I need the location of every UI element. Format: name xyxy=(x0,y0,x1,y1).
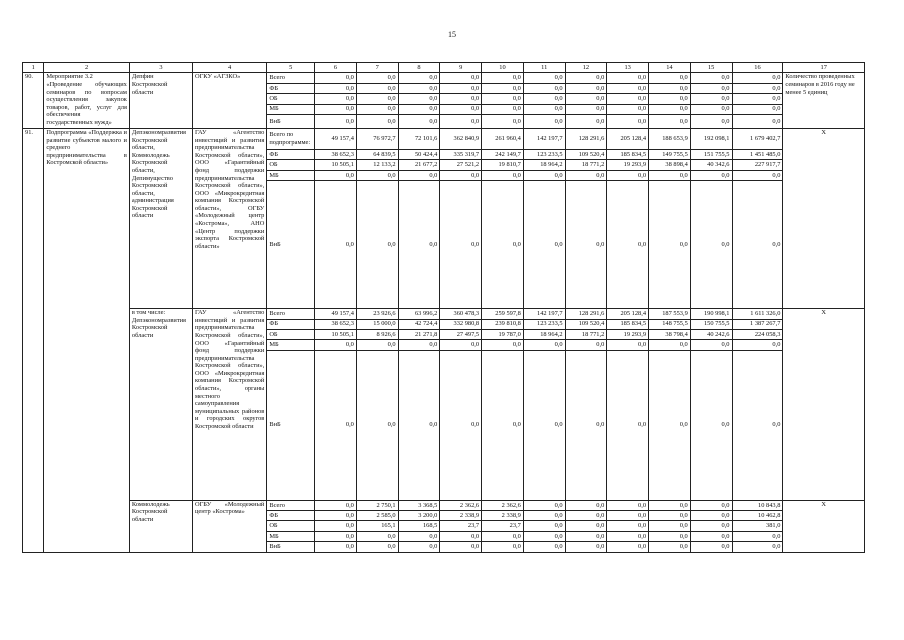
amount-cell: 0,0 xyxy=(649,181,691,309)
amount-cell: 21 271,8 xyxy=(398,329,440,339)
amount-cell: 10 505,1 xyxy=(315,329,357,339)
amount-cell: 0,0 xyxy=(732,350,783,500)
amount-cell: 205 128,4 xyxy=(607,309,649,319)
amount-cell: 0,0 xyxy=(565,521,607,531)
amount-cell: 18 771,2 xyxy=(565,329,607,339)
amount-cell: 142 197,7 xyxy=(523,128,565,149)
amount-cell: 64 839,5 xyxy=(356,149,398,159)
expected-result: X xyxy=(783,309,865,501)
funding-source: ФБ xyxy=(267,319,315,329)
amount-cell: 2 362,6 xyxy=(440,500,482,510)
amount-cell: 0,0 xyxy=(315,83,357,93)
amount-cell: 40 242,6 xyxy=(690,329,732,339)
amount-cell: 0,0 xyxy=(565,94,607,104)
page-number: 15 xyxy=(448,30,456,39)
amount-cell: 0,0 xyxy=(690,500,732,510)
amount-cell: 0,0 xyxy=(607,94,649,104)
amount-cell: 2 585,0 xyxy=(356,511,398,521)
funding-source: МБ xyxy=(267,170,315,180)
amount-cell: 0,0 xyxy=(523,83,565,93)
amount-cell: 12 133,2 xyxy=(356,160,398,170)
amount-cell: 38 652,3 xyxy=(315,149,357,159)
amount-cell: 0,0 xyxy=(732,114,783,128)
funding-source: ФБ xyxy=(267,83,315,93)
funding-source: ФБ xyxy=(267,149,315,159)
amount-cell: 0,0 xyxy=(356,181,398,309)
amount-cell: 0,0 xyxy=(565,83,607,93)
amount-cell: 0,0 xyxy=(482,114,524,128)
amount-cell: 0,0 xyxy=(315,511,357,521)
amount-cell: 0,0 xyxy=(398,114,440,128)
amount-cell: 0,0 xyxy=(523,340,565,350)
amount-cell: 168,5 xyxy=(398,521,440,531)
amount-cell: 0,0 xyxy=(649,94,691,104)
amount-cell: 0,0 xyxy=(523,542,565,552)
amount-cell: 10 462,8 xyxy=(732,511,783,521)
expected-result: X xyxy=(783,500,865,552)
column-number: 10 xyxy=(482,63,524,73)
funding-source: ОБ xyxy=(267,521,315,531)
column-number: 12 xyxy=(565,63,607,73)
column-number: 6 xyxy=(315,63,357,73)
amount-cell: 0,0 xyxy=(482,340,524,350)
amount-cell: 0,0 xyxy=(690,511,732,521)
amount-cell: 0,0 xyxy=(565,73,607,83)
amount-cell: 128 291,6 xyxy=(565,309,607,319)
amount-cell: 362 840,9 xyxy=(440,128,482,149)
row-number: 91. xyxy=(23,128,44,552)
amount-cell: 0,0 xyxy=(398,531,440,541)
amount-cell: 19 293,9 xyxy=(607,329,649,339)
amount-cell: 0,0 xyxy=(356,340,398,350)
amount-cell: 205 128,4 xyxy=(607,128,649,149)
amount-cell: 8 926,6 xyxy=(356,329,398,339)
amount-cell: 123 233,5 xyxy=(523,149,565,159)
amount-cell: 148 755,5 xyxy=(649,319,691,329)
amount-cell: 0,0 xyxy=(356,542,398,552)
amount-cell: 0,0 xyxy=(732,170,783,180)
amount-cell: 0,0 xyxy=(649,542,691,552)
amount-cell: 21 677,2 xyxy=(398,160,440,170)
amount-cell: 0,0 xyxy=(482,170,524,180)
amount-cell: 1 679 402,7 xyxy=(732,128,783,149)
amount-cell: 150 755,5 xyxy=(690,319,732,329)
executor: в том числе: Депэкономразвития Костромской области xyxy=(129,309,192,501)
amount-cell: 188 653,9 xyxy=(649,128,691,149)
amount-cell: 0,0 xyxy=(523,170,565,180)
amount-cell: 0,0 xyxy=(565,114,607,128)
amount-cell: 18 964,2 xyxy=(523,160,565,170)
amount-cell: 0,0 xyxy=(315,531,357,541)
amount-cell: 0,0 xyxy=(440,340,482,350)
amount-cell: 0,0 xyxy=(440,94,482,104)
amount-cell: 0,0 xyxy=(315,181,357,309)
partner: ОГБУ «Молодежный центр «Кострома» xyxy=(193,500,267,552)
table-row xyxy=(23,500,865,510)
funding-source: ОБ xyxy=(267,160,315,170)
amount-cell: 149 755,5 xyxy=(649,149,691,159)
amount-cell: 0,0 xyxy=(482,73,524,83)
funding-source: ВнБ xyxy=(267,350,315,500)
amount-cell: 360 478,3 xyxy=(440,309,482,319)
amount-cell: 0,0 xyxy=(440,350,482,500)
amount-cell: 0,0 xyxy=(482,350,524,500)
amount-cell: 0,0 xyxy=(607,340,649,350)
amount-cell: 23 926,6 xyxy=(356,309,398,319)
amount-cell: 0,0 xyxy=(649,340,691,350)
amount-cell: 1 387 267,7 xyxy=(732,319,783,329)
column-number: 4 xyxy=(193,63,267,73)
amount-cell: 123 233,5 xyxy=(523,319,565,329)
amount-cell: 1 611 326,0 xyxy=(732,309,783,319)
amount-cell: 38 898,4 xyxy=(649,160,691,170)
expected-result: Количество проведенных семинаров в 2016 году не менее 5 единиц xyxy=(783,73,865,129)
amount-cell: 27 521,2 xyxy=(440,160,482,170)
funding-source: МБ xyxy=(267,531,315,541)
amount-cell: 0,0 xyxy=(649,104,691,114)
column-number: 7 xyxy=(356,63,398,73)
amount-cell: 0,0 xyxy=(732,340,783,350)
funding-source: ВнБ xyxy=(267,542,315,552)
amount-cell: 0,0 xyxy=(690,170,732,180)
amount-cell: 190 998,1 xyxy=(690,309,732,319)
row-number: 90. xyxy=(23,73,44,129)
amount-cell: 0,0 xyxy=(523,73,565,83)
amount-cell: 0,0 xyxy=(649,83,691,93)
amount-cell: 0,0 xyxy=(649,73,691,83)
amount-cell: 3 200,0 xyxy=(398,511,440,521)
amount-cell: 0,0 xyxy=(398,542,440,552)
amount-cell: 0,0 xyxy=(565,500,607,510)
amount-cell: 2 750,1 xyxy=(356,500,398,510)
amount-cell: 0,0 xyxy=(356,73,398,83)
amount-cell: 0,0 xyxy=(440,114,482,128)
column-number: 14 xyxy=(649,63,691,73)
amount-cell: 0,0 xyxy=(398,94,440,104)
amount-cell: 0,0 xyxy=(356,170,398,180)
column-number: 16 xyxy=(732,63,783,73)
amount-cell: 335 319,7 xyxy=(440,149,482,159)
executor: Депфин Костромской области xyxy=(129,73,192,129)
partner: ГАУ «Агентство инвестиций и развития предпринимательства Костромской области», ООО «Гарантийный фонд поддержки предпринимательства Костромской области», ООО «Микрокредитная компания Костромской области», ОГБУ «Молодежный центр «Кострома», АНО «Центр поддержки экспорта Костромской области» xyxy=(193,128,267,308)
amount-cell: 0,0 xyxy=(482,104,524,114)
amount-cell: 0,0 xyxy=(607,500,649,510)
amount-cell: 142 197,7 xyxy=(523,309,565,319)
amount-cell: 0,0 xyxy=(607,511,649,521)
amount-cell: 259 597,8 xyxy=(482,309,524,319)
amount-cell: 63 996,2 xyxy=(398,309,440,319)
amount-cell: 0,0 xyxy=(649,170,691,180)
amount-cell: 109 520,4 xyxy=(565,149,607,159)
amount-cell: 0,0 xyxy=(607,83,649,93)
amount-cell: 0,0 xyxy=(440,73,482,83)
amount-cell: 0,0 xyxy=(565,170,607,180)
amount-cell: 0,0 xyxy=(565,531,607,541)
amount-cell: 50 424,4 xyxy=(398,149,440,159)
partner: ГАУ «Агентство инвестиций и развития предпринимательства Костромской области», ООО «Гарантийный фонд поддержки предпринимательства Костромской области», ООО «Микрокредитная компания Костромской области», органы местного самоуправления муниципальных районов и городских округов Костромской области xyxy=(193,309,267,501)
funding-source: ВнБ xyxy=(267,181,315,309)
amount-cell: 0,0 xyxy=(440,83,482,93)
amount-cell: 38 652,3 xyxy=(315,319,357,329)
amount-cell: 0,0 xyxy=(315,94,357,104)
funding-source: Всего xyxy=(267,500,315,510)
amount-cell: 0,0 xyxy=(607,114,649,128)
expected-result: X xyxy=(783,128,865,308)
amount-cell: 0,0 xyxy=(732,531,783,541)
amount-cell: 0,0 xyxy=(398,83,440,93)
amount-cell: 18 771,2 xyxy=(565,160,607,170)
amount-cell: 2 362,6 xyxy=(482,500,524,510)
amount-cell: 0,0 xyxy=(649,531,691,541)
column-number: 15 xyxy=(690,63,732,73)
amount-cell: 224 058,3 xyxy=(732,329,783,339)
amount-cell: 72 101,6 xyxy=(398,128,440,149)
amount-cell: 0,0 xyxy=(482,94,524,104)
amount-cell: 109 520,4 xyxy=(565,319,607,329)
amount-cell: 0,0 xyxy=(523,181,565,309)
funding-source: МБ xyxy=(267,340,315,350)
column-number: 17 xyxy=(783,63,865,73)
amount-cell: 1 451 485,0 xyxy=(732,149,783,159)
amount-cell: 3 368,5 xyxy=(398,500,440,510)
amount-cell: 0,0 xyxy=(356,94,398,104)
column-number: 13 xyxy=(607,63,649,73)
amount-cell: 0,0 xyxy=(440,542,482,552)
amount-cell: 128 291,6 xyxy=(565,128,607,149)
amount-cell: 42 724,4 xyxy=(398,319,440,329)
amount-cell: 0,0 xyxy=(732,83,783,93)
amount-cell: 0,0 xyxy=(315,104,357,114)
amount-cell: 0,0 xyxy=(398,181,440,309)
amount-cell: 19 293,9 xyxy=(607,160,649,170)
column-number: 3 xyxy=(129,63,192,73)
funding-source: ВнБ xyxy=(267,114,315,128)
amount-cell: 227 917,7 xyxy=(732,160,783,170)
funding-source: ФБ xyxy=(267,511,315,521)
amount-cell: 10 843,8 xyxy=(732,500,783,510)
table-row xyxy=(23,309,865,319)
amount-cell: 0,0 xyxy=(315,114,357,128)
amount-cell: 261 960,4 xyxy=(482,128,524,149)
amount-cell: 0,0 xyxy=(523,350,565,500)
amount-cell: 0,0 xyxy=(523,94,565,104)
amount-cell: 185 834,5 xyxy=(607,319,649,329)
amount-cell: 0,0 xyxy=(649,500,691,510)
amount-cell: 0,0 xyxy=(607,531,649,541)
amount-cell: 0,0 xyxy=(732,542,783,552)
funding-source: Всего xyxy=(267,73,315,83)
amount-cell: 49 157,4 xyxy=(315,309,357,319)
amount-cell: 0,0 xyxy=(356,531,398,541)
amount-cell: 0,0 xyxy=(607,350,649,500)
amount-cell: 0,0 xyxy=(315,340,357,350)
amount-cell: 0,0 xyxy=(565,511,607,521)
amount-cell: 0,0 xyxy=(523,114,565,128)
executor: Коммолодежь Костромской области xyxy=(129,500,192,552)
amount-cell: 0,0 xyxy=(690,83,732,93)
amount-cell: 0,0 xyxy=(690,104,732,114)
amount-cell: 187 553,9 xyxy=(649,309,691,319)
amount-cell: 0,0 xyxy=(356,350,398,500)
amount-cell: 239 810,8 xyxy=(482,319,524,329)
amount-cell: 0,0 xyxy=(607,181,649,309)
amount-cell: 381,0 xyxy=(732,521,783,531)
amount-cell: 0,0 xyxy=(440,531,482,541)
amount-cell: 0,0 xyxy=(356,104,398,114)
amount-cell: 0,0 xyxy=(315,170,357,180)
activity-name: Мероприятие 3.2 «Проведение обучающих семинаров по вопросам осуществления закупок товаров, работ, услуг для обеспечения государственных нужд» xyxy=(44,73,130,129)
amount-cell: 27 497,5 xyxy=(440,329,482,339)
amount-cell: 0,0 xyxy=(398,350,440,500)
amount-cell: 0,0 xyxy=(523,521,565,531)
amount-cell: 0,0 xyxy=(607,521,649,531)
column-number: 2 xyxy=(44,63,130,73)
amount-cell: 0,0 xyxy=(690,181,732,309)
column-number: 9 xyxy=(440,63,482,73)
amount-cell: 192 098,1 xyxy=(690,128,732,149)
amount-cell: 0,0 xyxy=(690,542,732,552)
amount-cell: 2 338,9 xyxy=(482,511,524,521)
amount-cell: 0,0 xyxy=(523,104,565,114)
amount-cell: 0,0 xyxy=(690,350,732,500)
partner: ОГКУ «АГЗКО» xyxy=(193,73,267,129)
amount-cell: 165,1 xyxy=(356,521,398,531)
amount-cell: 19 787,0 xyxy=(482,329,524,339)
amount-cell: 0,0 xyxy=(398,170,440,180)
amount-cell: 0,0 xyxy=(482,542,524,552)
amount-cell: 0,0 xyxy=(732,104,783,114)
column-number: 8 xyxy=(398,63,440,73)
funding-source: МБ xyxy=(267,104,315,114)
amount-cell: 0,0 xyxy=(315,521,357,531)
column-number: 5 xyxy=(267,63,315,73)
amount-cell: 242 149,7 xyxy=(482,149,524,159)
activity-name: Подпрограмма «Поддержка и развитие субъектов малого и среднего предпринимательства в Костромской области» xyxy=(44,128,130,552)
amount-cell: 0,0 xyxy=(356,114,398,128)
amount-cell: 0,0 xyxy=(690,521,732,531)
amount-cell: 0,0 xyxy=(565,104,607,114)
amount-cell: 0,0 xyxy=(440,104,482,114)
amount-cell: 0,0 xyxy=(690,73,732,83)
amount-cell: 0,0 xyxy=(398,73,440,83)
amount-cell: 0,0 xyxy=(607,73,649,83)
column-number: 1 xyxy=(23,63,44,73)
amount-cell: 185 834,5 xyxy=(607,149,649,159)
budget-table xyxy=(22,62,865,553)
funding-source: ОБ xyxy=(267,329,315,339)
table-row xyxy=(23,73,865,83)
amount-cell: 0,0 xyxy=(523,531,565,541)
amount-cell: 40 342,6 xyxy=(690,160,732,170)
amount-cell: 0,0 xyxy=(356,83,398,93)
amount-cell: 0,0 xyxy=(565,542,607,552)
amount-cell: 0,0 xyxy=(398,340,440,350)
amount-cell: 23,7 xyxy=(482,521,524,531)
executor: Депэкономразвития Костромской области, Коммолодежь Костромской области, Депимущество Костромской области, администрация Костромской области xyxy=(129,128,192,308)
amount-cell: 15 000,0 xyxy=(356,319,398,329)
amount-cell: 0,0 xyxy=(482,83,524,93)
column-number: 11 xyxy=(523,63,565,73)
amount-cell: 0,0 xyxy=(482,531,524,541)
amount-cell: 0,0 xyxy=(649,521,691,531)
amount-cell: 0,0 xyxy=(732,181,783,309)
amount-cell: 0,0 xyxy=(523,500,565,510)
amount-cell: 0,0 xyxy=(315,73,357,83)
amount-cell: 0,0 xyxy=(315,500,357,510)
amount-cell: 0,0 xyxy=(690,531,732,541)
amount-cell: 0,0 xyxy=(607,542,649,552)
amount-cell: 0,0 xyxy=(440,170,482,180)
amount-cell: 0,0 xyxy=(690,94,732,104)
amount-cell: 0,0 xyxy=(732,94,783,104)
table-row xyxy=(23,128,865,149)
amount-cell: 38 798,4 xyxy=(649,329,691,339)
amount-cell: 0,0 xyxy=(398,104,440,114)
amount-cell: 0,0 xyxy=(565,181,607,309)
amount-cell: 0,0 xyxy=(649,511,691,521)
header-row xyxy=(23,63,865,73)
amount-cell: 0,0 xyxy=(732,73,783,83)
amount-cell: 2 338,9 xyxy=(440,511,482,521)
amount-cell: 0,0 xyxy=(523,511,565,521)
amount-cell: 0,0 xyxy=(440,181,482,309)
funding-source: Всего xyxy=(267,309,315,319)
amount-cell: 23,7 xyxy=(440,521,482,531)
amount-cell: 0,0 xyxy=(649,350,691,500)
amount-cell: 0,0 xyxy=(690,340,732,350)
amount-cell: 0,0 xyxy=(607,104,649,114)
funding-source: Всего по подпрограмме: xyxy=(267,128,315,149)
amount-cell: 0,0 xyxy=(315,542,357,552)
amount-cell: 0,0 xyxy=(565,340,607,350)
amount-cell: 0,0 xyxy=(482,181,524,309)
amount-cell: 0,0 xyxy=(607,170,649,180)
funding-source: ОБ xyxy=(267,94,315,104)
amount-cell: 76 972,7 xyxy=(356,128,398,149)
amount-cell: 18 964,2 xyxy=(523,329,565,339)
amount-cell: 49 157,4 xyxy=(315,128,357,149)
amount-cell: 10 505,1 xyxy=(315,160,357,170)
amount-cell: 151 755,5 xyxy=(690,149,732,159)
amount-cell: 0,0 xyxy=(315,350,357,500)
amount-cell: 0,0 xyxy=(565,350,607,500)
amount-cell: 0,0 xyxy=(649,114,691,128)
amount-cell: 0,0 xyxy=(690,114,732,128)
amount-cell: 19 810,7 xyxy=(482,160,524,170)
amount-cell: 332 980,8 xyxy=(440,319,482,329)
